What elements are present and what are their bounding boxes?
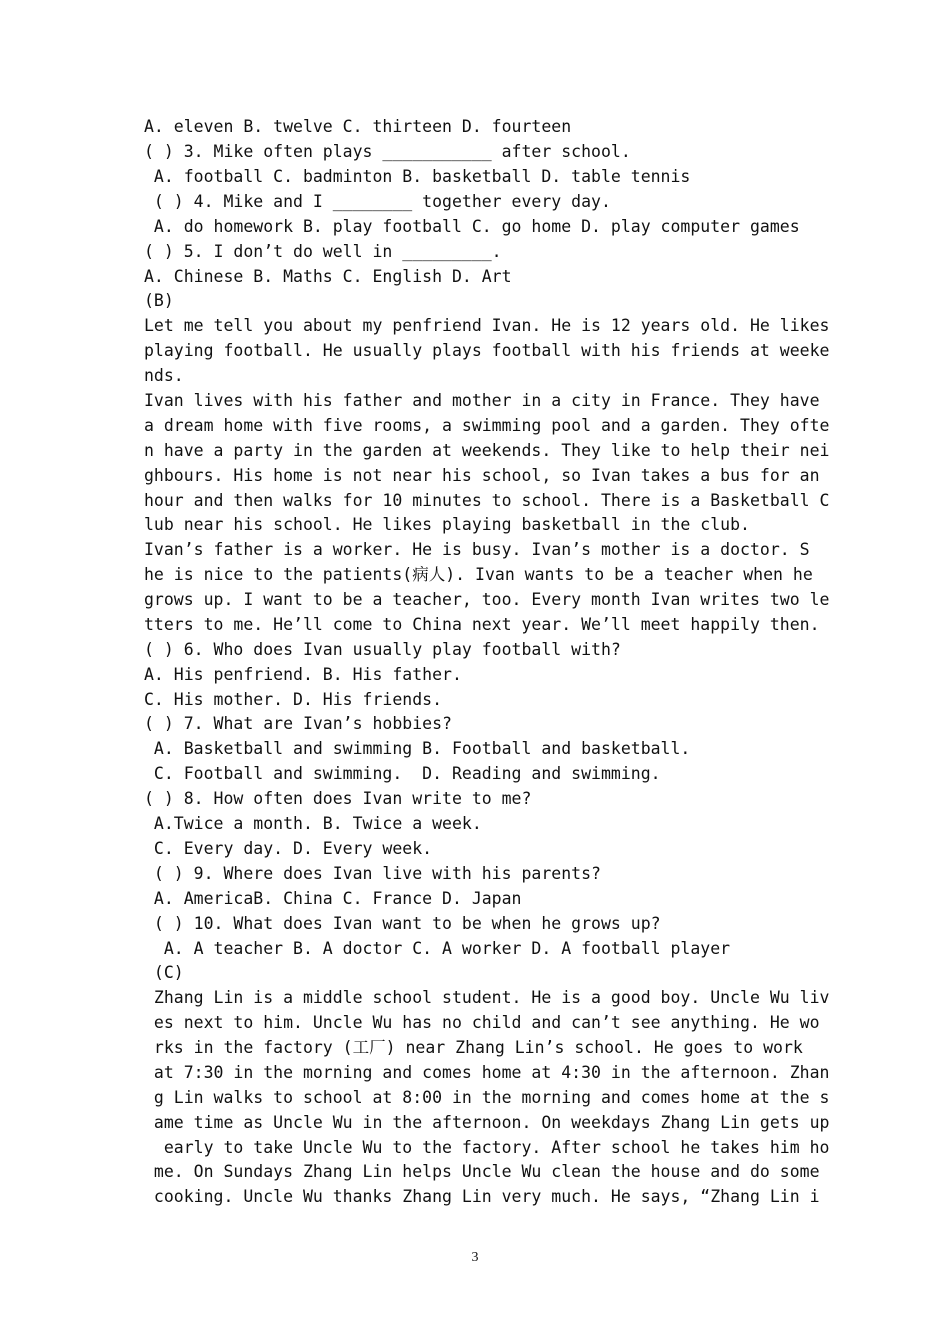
text-line: lub near his school. He likes playing basketball in the club. — [144, 515, 750, 534]
text-line: ( ) 5. I don’t do well in _________. — [144, 242, 502, 261]
text-line: a dream home with five rooms, a swimming pool and a garden. They ofte — [144, 416, 830, 435]
text-line: grows up. I want to be a teacher, too. Every month Ivan writes two le — [144, 590, 830, 609]
text-line: A. do homework B. play football C. go home D. play computer games — [144, 217, 800, 236]
question-line: ( ) 6. Who does Ivan usually play football with? — [144, 640, 621, 659]
text-line: rks in the factory (工厂) near Zhang Lin’s school. He goes to work — [144, 1038, 803, 1057]
text-line: me. On Sundays Zhang Lin helps Uncle Wu clean the house and do some — [144, 1162, 820, 1181]
page-number: 3 — [471, 1250, 479, 1265]
text-line: ( ) 4. Mike and I ________ together every day. — [144, 192, 611, 211]
text-line: ame time as Uncle Wu in the afternoon. On weekdays Zhang Lin gets up — [144, 1113, 830, 1132]
text-line: tters to me. He’ll come to China next year. We’ll meet happily then. — [144, 615, 820, 634]
text-line: Ivan’s father is a worker. He is busy. Ivan’s mother is a doctor. S — [144, 540, 810, 559]
options-line: C. His mother. D. His friends. — [144, 690, 443, 709]
options-line: C. Every day. D. Every week. — [144, 839, 433, 858]
section-label: (B) — [144, 291, 174, 310]
question-line: ( ) 9. Where does Ivan live with his parents? — [144, 864, 601, 883]
text-line: early to take Uncle Wu to the factory. After school he takes him ho — [144, 1138, 830, 1157]
text-line: ghbours. His home is not near his school, so Ivan takes a bus for an — [144, 466, 820, 485]
text-line: g Lin walks to school at 8:00 in the morning and comes home at the s — [144, 1088, 830, 1107]
text-line: A. eleven B. twelve C. thirteen D. fourteen — [144, 117, 572, 136]
text-line: Let me tell you about my penfriend Ivan. He is 12 years old. He likes — [144, 316, 830, 335]
question-line: ( ) 7. What are Ivan’s hobbies? — [144, 714, 452, 733]
text-line: nds. — [144, 366, 184, 385]
text-line: playing football. He usually plays football with his friends at weeke — [144, 341, 830, 360]
section-label: (C) — [144, 963, 184, 982]
options-line: C. Football and swimming. D. Reading and swimming. — [144, 764, 661, 783]
options-line: A. Basketball and swimming B. Football and basketball. — [144, 739, 691, 758]
text-line: Ivan lives with his father and mother in a city in France. They have — [144, 391, 820, 410]
text-line: Zhang Lin is a middle school student. He is a good boy. Uncle Wu liv — [144, 988, 830, 1007]
options-line: A.Twice a month. B. Twice a week. — [144, 814, 482, 833]
options-line: A. A teacher B. A doctor C. A worker D. A football player — [144, 939, 731, 958]
options-line: A. His penfriend. B. His father. — [144, 665, 462, 684]
options-line: A. AmericaB. China C. France D. Japan — [144, 889, 522, 908]
question-line: ( ) 10. What does Ivan want to be when he grows up? — [144, 914, 661, 933]
text-line: ( ) 3. Mike often plays ___________ after school. — [144, 142, 631, 161]
text-line: n have a party in the garden at weekends. They like to help their nei — [144, 441, 830, 460]
text-line: hour and then walks for 10 minutes to school. There is a Basketball C — [144, 491, 830, 510]
text-line: A. football C. badminton B. basketball D. table tennis — [144, 167, 691, 186]
question-line: ( ) 8. How often does Ivan write to me? — [144, 789, 532, 808]
text-line: he is nice to the patients(病人). Ivan wants to be a teacher when he — [144, 565, 813, 584]
text-line: at 7:30 in the morning and comes home at 4:30 in the afternoon. Zhan — [144, 1063, 830, 1082]
text-line: A. Chinese B. Maths C. English D. Art — [144, 267, 512, 286]
text-line: cooking. Uncle Wu thanks Zhang Lin very much. He says, “Zhang Lin i — [144, 1187, 820, 1206]
text-line: es next to him. Uncle Wu has no child and can’t see anything. He wo — [144, 1013, 820, 1032]
